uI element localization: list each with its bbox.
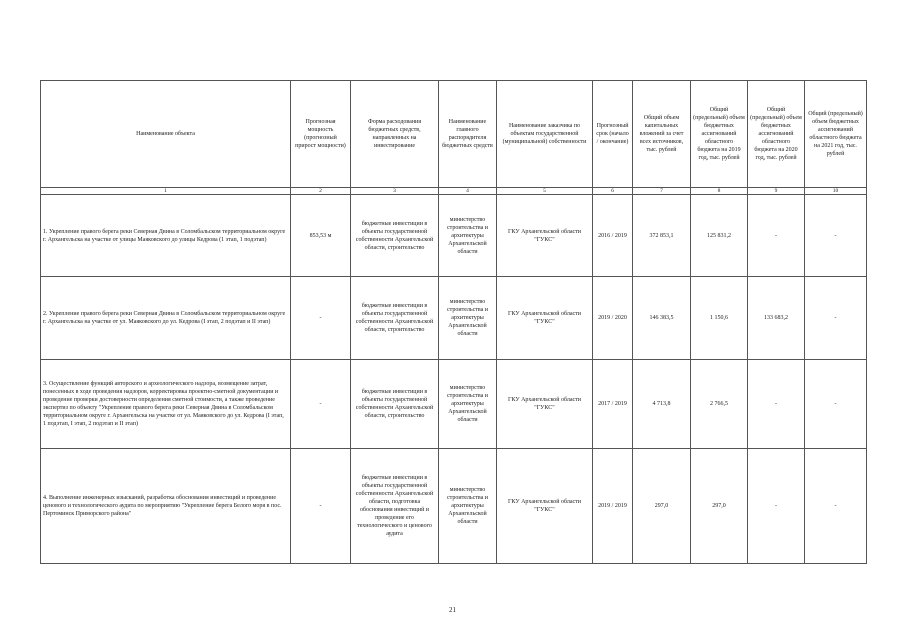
header-customer: Наименование заказчика по объектам государственной (муниципальной) собственности — [497, 81, 593, 188]
header-2020: Общий (предельный) объем бюджетных ассигнований областного бюджета на 2020 год, тыс. рублей — [748, 81, 805, 188]
object-name: 3. Осуществление функций авторского и археологического надзора, возмещение затрат, понесенных в ходе проведения надзоров, корректировка проектно-сметной документации и проведение проверки достоверности определения сметной стоимости, а также проведение экспертиз по объекту "Укрепление правого берега реки Северная Двина в Соломбальском территориальном округе г. Архангельска на участке от ул. Маяковского до ул. Кедрова (I этап, 1 подэтап, I этап, 2 подэтап и II этап) — [41, 360, 291, 449]
budget-2020: - — [748, 360, 805, 449]
header-period: Прогнозный срок (начало / окончание) — [593, 81, 633, 188]
capacity: - — [291, 449, 351, 564]
column-number: 10 — [805, 188, 867, 195]
column-number: 3 — [351, 188, 439, 195]
period: 2016 / 2019 — [593, 195, 633, 277]
customer: ГКУ Архангельской области "ГУКС" — [497, 277, 593, 360]
total: 146 383,5 — [633, 277, 691, 360]
period: 2017 / 2019 — [593, 360, 633, 449]
column-number: 6 — [593, 188, 633, 195]
object-name: 2. Укрепление правого берега реки Северная Двина в Соломбальском территориальном округе г. Архангельска на участке от ул. Маяковского до ул. Кедрова (I этап, 2 подэтап и II этап) — [41, 277, 291, 360]
customer: ГКУ Архангельской области "ГУКС" — [497, 449, 593, 564]
budget-2021: - — [805, 195, 867, 277]
column-number: 8 — [691, 188, 748, 195]
spending-form: бюджетные инвестиции в объекты государственной собственности Архангельской области, строительство — [351, 277, 439, 360]
table-row — [41, 449, 867, 564]
spending-form: бюджетные инвестиции в объекты государственной собственности Архангельской области, строительство — [351, 360, 439, 449]
budget-2019: 2 766,5 — [691, 360, 748, 449]
table-row — [41, 195, 867, 277]
header-2019: Общий (предельный) объем бюджетных ассигнований областного бюджета на 2019 год, тыс. рублей — [691, 81, 748, 188]
column-number-row — [41, 188, 867, 195]
investment-table — [40, 80, 867, 564]
budget-2021: - — [805, 277, 867, 360]
period: 2019 / 2019 — [593, 449, 633, 564]
header-distributor: Наименование главного распорядителя бюджетных средств — [439, 81, 497, 188]
capacity: - — [291, 277, 351, 360]
column-number: 2 — [291, 188, 351, 195]
budget-2021: - — [805, 360, 867, 449]
column-number: 9 — [748, 188, 805, 195]
budget-2019: 125 831,2 — [691, 195, 748, 277]
budget-2019: 297,0 — [691, 449, 748, 564]
header-row — [41, 81, 867, 188]
total: 372 853,1 — [633, 195, 691, 277]
object-name: 1. Укрепление правого берега реки Северная Двина в Соломбальском территориальном округе г. Архангельска на участке от улицы Маяковского до улицы Кедрова (1 этап, 1 подэтап) — [41, 195, 291, 277]
distributor: министерство строительства и архитектуры Архангельской области — [439, 195, 497, 277]
customer: ГКУ Архангельской области "ГУКС" — [497, 195, 593, 277]
period: 2019 / 2020 — [593, 277, 633, 360]
budget-2019: 1 150,6 — [691, 277, 748, 360]
budget-2021: - — [805, 449, 867, 564]
customer: ГКУ Архангельской области "ГУКС" — [497, 360, 593, 449]
column-number: 7 — [633, 188, 691, 195]
capacity: - — [291, 360, 351, 449]
distributor: министерство строительства и архитектуры Архангельской области — [439, 449, 497, 564]
header-object-name: Наименование объекта — [41, 81, 291, 188]
total: 4 713,8 — [633, 360, 691, 449]
object-name: 4. Выполнение инженерных изысканий, разработка обоснования инвестиций и проведение ценового и технологического аудита по мероприятию "Укрепление берега Белого моря в пос. Пертоминск Приморского района" — [41, 449, 291, 564]
spending-form: бюджетные инвестиции в объекты государственной собственности Архангельской области, строительство — [351, 195, 439, 277]
table-row — [41, 360, 867, 449]
budget-2020: - — [748, 449, 805, 564]
distributor: министерство строительства и архитектуры Архангельской области — [439, 277, 497, 360]
header-2021: Общий (предельный) объем бюджетных ассигнований областного бюджета на 2021 год, тыс. рублей — [805, 81, 867, 188]
header-total: Общий объем капитальных вложений за счет всех источников, тыс. рублей — [633, 81, 691, 188]
page-number: 21 — [449, 606, 456, 614]
header-spending-form: Форма расходования бюджетных средств, направленных на инвестирование — [351, 81, 439, 188]
budget-2020: 133 683,2 — [748, 277, 805, 360]
column-number: 5 — [497, 188, 593, 195]
capacity: 853,53 м — [291, 195, 351, 277]
spending-form: бюджетные инвестиции в объекты государственной собственности Архангельской области, подготовка обоснования инвестиций и проведение его технологического и ценового аудита — [351, 449, 439, 564]
column-number: 4 — [439, 188, 497, 195]
table-row — [41, 277, 867, 360]
distributor: министерство строительства и архитектуры Архангельской области — [439, 360, 497, 449]
column-number: 1 — [41, 188, 291, 195]
header-capacity: Прогнозная мощность (прогнозный прирост мощности) — [291, 81, 351, 188]
total: 297,0 — [633, 449, 691, 564]
budget-2020: - — [748, 195, 805, 277]
